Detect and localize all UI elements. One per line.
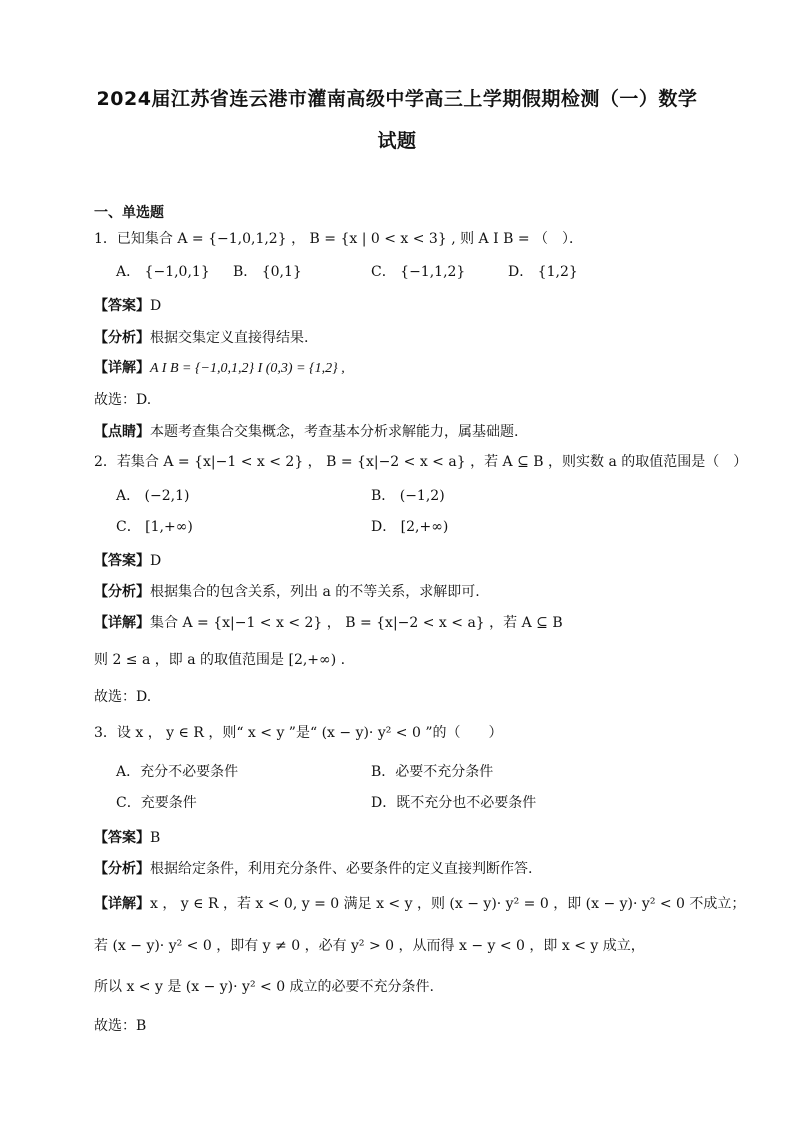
q1-detail: A I B = {−1,0,1,2} I (0,3) = {1,2} , (150, 361, 345, 376)
q3-detail-3: 所以 x < y 是 (x − y)· y² < 0 成立的必要不充分条件. (94, 979, 435, 995)
q2-answer-tag: 【答案】 (94, 553, 150, 569)
q3-analysis-tag: 【分析】 (94, 861, 150, 877)
q3-analysis-row (94, 859, 532, 879)
q1-detail-row (94, 358, 345, 379)
title-line-2: 试题 (377, 130, 417, 152)
q3-answer-row (94, 828, 160, 848)
q1-comment-row (94, 422, 518, 442)
q2-option-c: C． [1,+∞) (116, 519, 193, 535)
q2-detail-tag: 【详解】 (94, 615, 150, 631)
q1-comment-tag: 【点睛】 (94, 424, 150, 440)
q3-detail: x ， y ∈ R ，若 x < 0, y = 0 满足 x < y ，则 (x − y)· y² = 0 ，即 (x − y)· y² < 0 不成立； (150, 896, 746, 912)
q1-analysis: 根据交集定义直接得结果. (150, 330, 309, 346)
q1-analysis-tag: 【分析】 (94, 330, 150, 346)
q2-analysis: 根据集合的包含关系，列出 a 的不等关系，求解即可. (150, 584, 480, 600)
q3-answer-tag: 【答案】 (94, 830, 150, 846)
section-heading: 一、单选题 (94, 205, 164, 221)
q3-conclusion: 故选：B (94, 1018, 147, 1034)
q2-detail-row (94, 613, 563, 633)
q2-option-a: A． (−2,1) (116, 488, 190, 504)
q3-analysis: 根据给定条件，利用充分条件、必要条件的定义直接判断作答. (150, 861, 533, 877)
q1-detail-tag: 【详解】 (94, 360, 150, 376)
q2-conclusion: 故选：D. (94, 689, 152, 705)
question-2-stem: 2．若集合 A = {x|−1 < x < 2} ， B = {x|−2 < x < a} ，若 A ⊆ B ，则实数 a 的取值范围是（ ） (94, 454, 748, 470)
question-1-stem: 1．已知集合 A = {−1,0,1,2} ， B = {x | 0 < x < 3} , 则 A I B = （ ）． (94, 231, 584, 247)
q1-analysis-row (94, 328, 308, 348)
q2-option-d: D． [2,+∞) (371, 519, 449, 535)
q1-answer: D (150, 298, 162, 314)
q1-option-c: C． {−1,1,2} (371, 264, 466, 280)
q3-detail-tag: 【详解】 (94, 896, 150, 912)
q1-conclusion: 故选：D. (94, 392, 152, 408)
question-3-stem: 3．设 x ， y ∈ R ，则“ x < y ”是“ (x − y)· y² < 0 ”的（ ） (94, 725, 503, 741)
q1-comment: 本题考查集合交集概念，考查基本分析求解能力，属基础题. (150, 424, 519, 440)
q2-detail: 集合 A = {x|−1 < x < 2} ， B = {x|−2 < x < a} ，若 A ⊆ B (150, 615, 563, 631)
q2-analysis-tag: 【分析】 (94, 584, 150, 600)
q3-answer: B (150, 830, 161, 846)
q3-option-a: A．充分不必要条件 (116, 764, 239, 780)
q3-option-d: D．既不充分也不必要条件 (371, 795, 537, 811)
q1-option-b: B． {0,1} (233, 264, 302, 280)
q1-answer-row (94, 296, 161, 316)
q3-detail-row (94, 894, 745, 914)
q3-option-c: C．充要条件 (116, 795, 197, 811)
q2-detail-2: 则 2 ≤ a ，即 a 的取值范围是 [2,+∞) . (94, 652, 346, 668)
q2-answer: D (150, 553, 162, 569)
q1-option-a: A． {−1,0,1} (116, 264, 210, 280)
title-line-1: 2024届江苏省连云港市灌南高级中学高三上学期假期检测（一）数学 (96, 88, 698, 110)
q1-option-d: D． {1,2} (508, 264, 578, 280)
q2-option-b: B． (−1,2) (371, 488, 445, 504)
q2-answer-row (94, 551, 161, 571)
q1-answer-tag: 【答案】 (94, 298, 150, 314)
q2-analysis-row (94, 582, 480, 602)
q3-detail-2: 若 (x − y)· y² < 0 ，即有 y ≠ 0 ，必有 y² > 0 ，从而得 x − y < 0 ，即 x < y 成立， (94, 938, 645, 954)
q3-option-b: B．必要不充分条件 (371, 764, 494, 780)
